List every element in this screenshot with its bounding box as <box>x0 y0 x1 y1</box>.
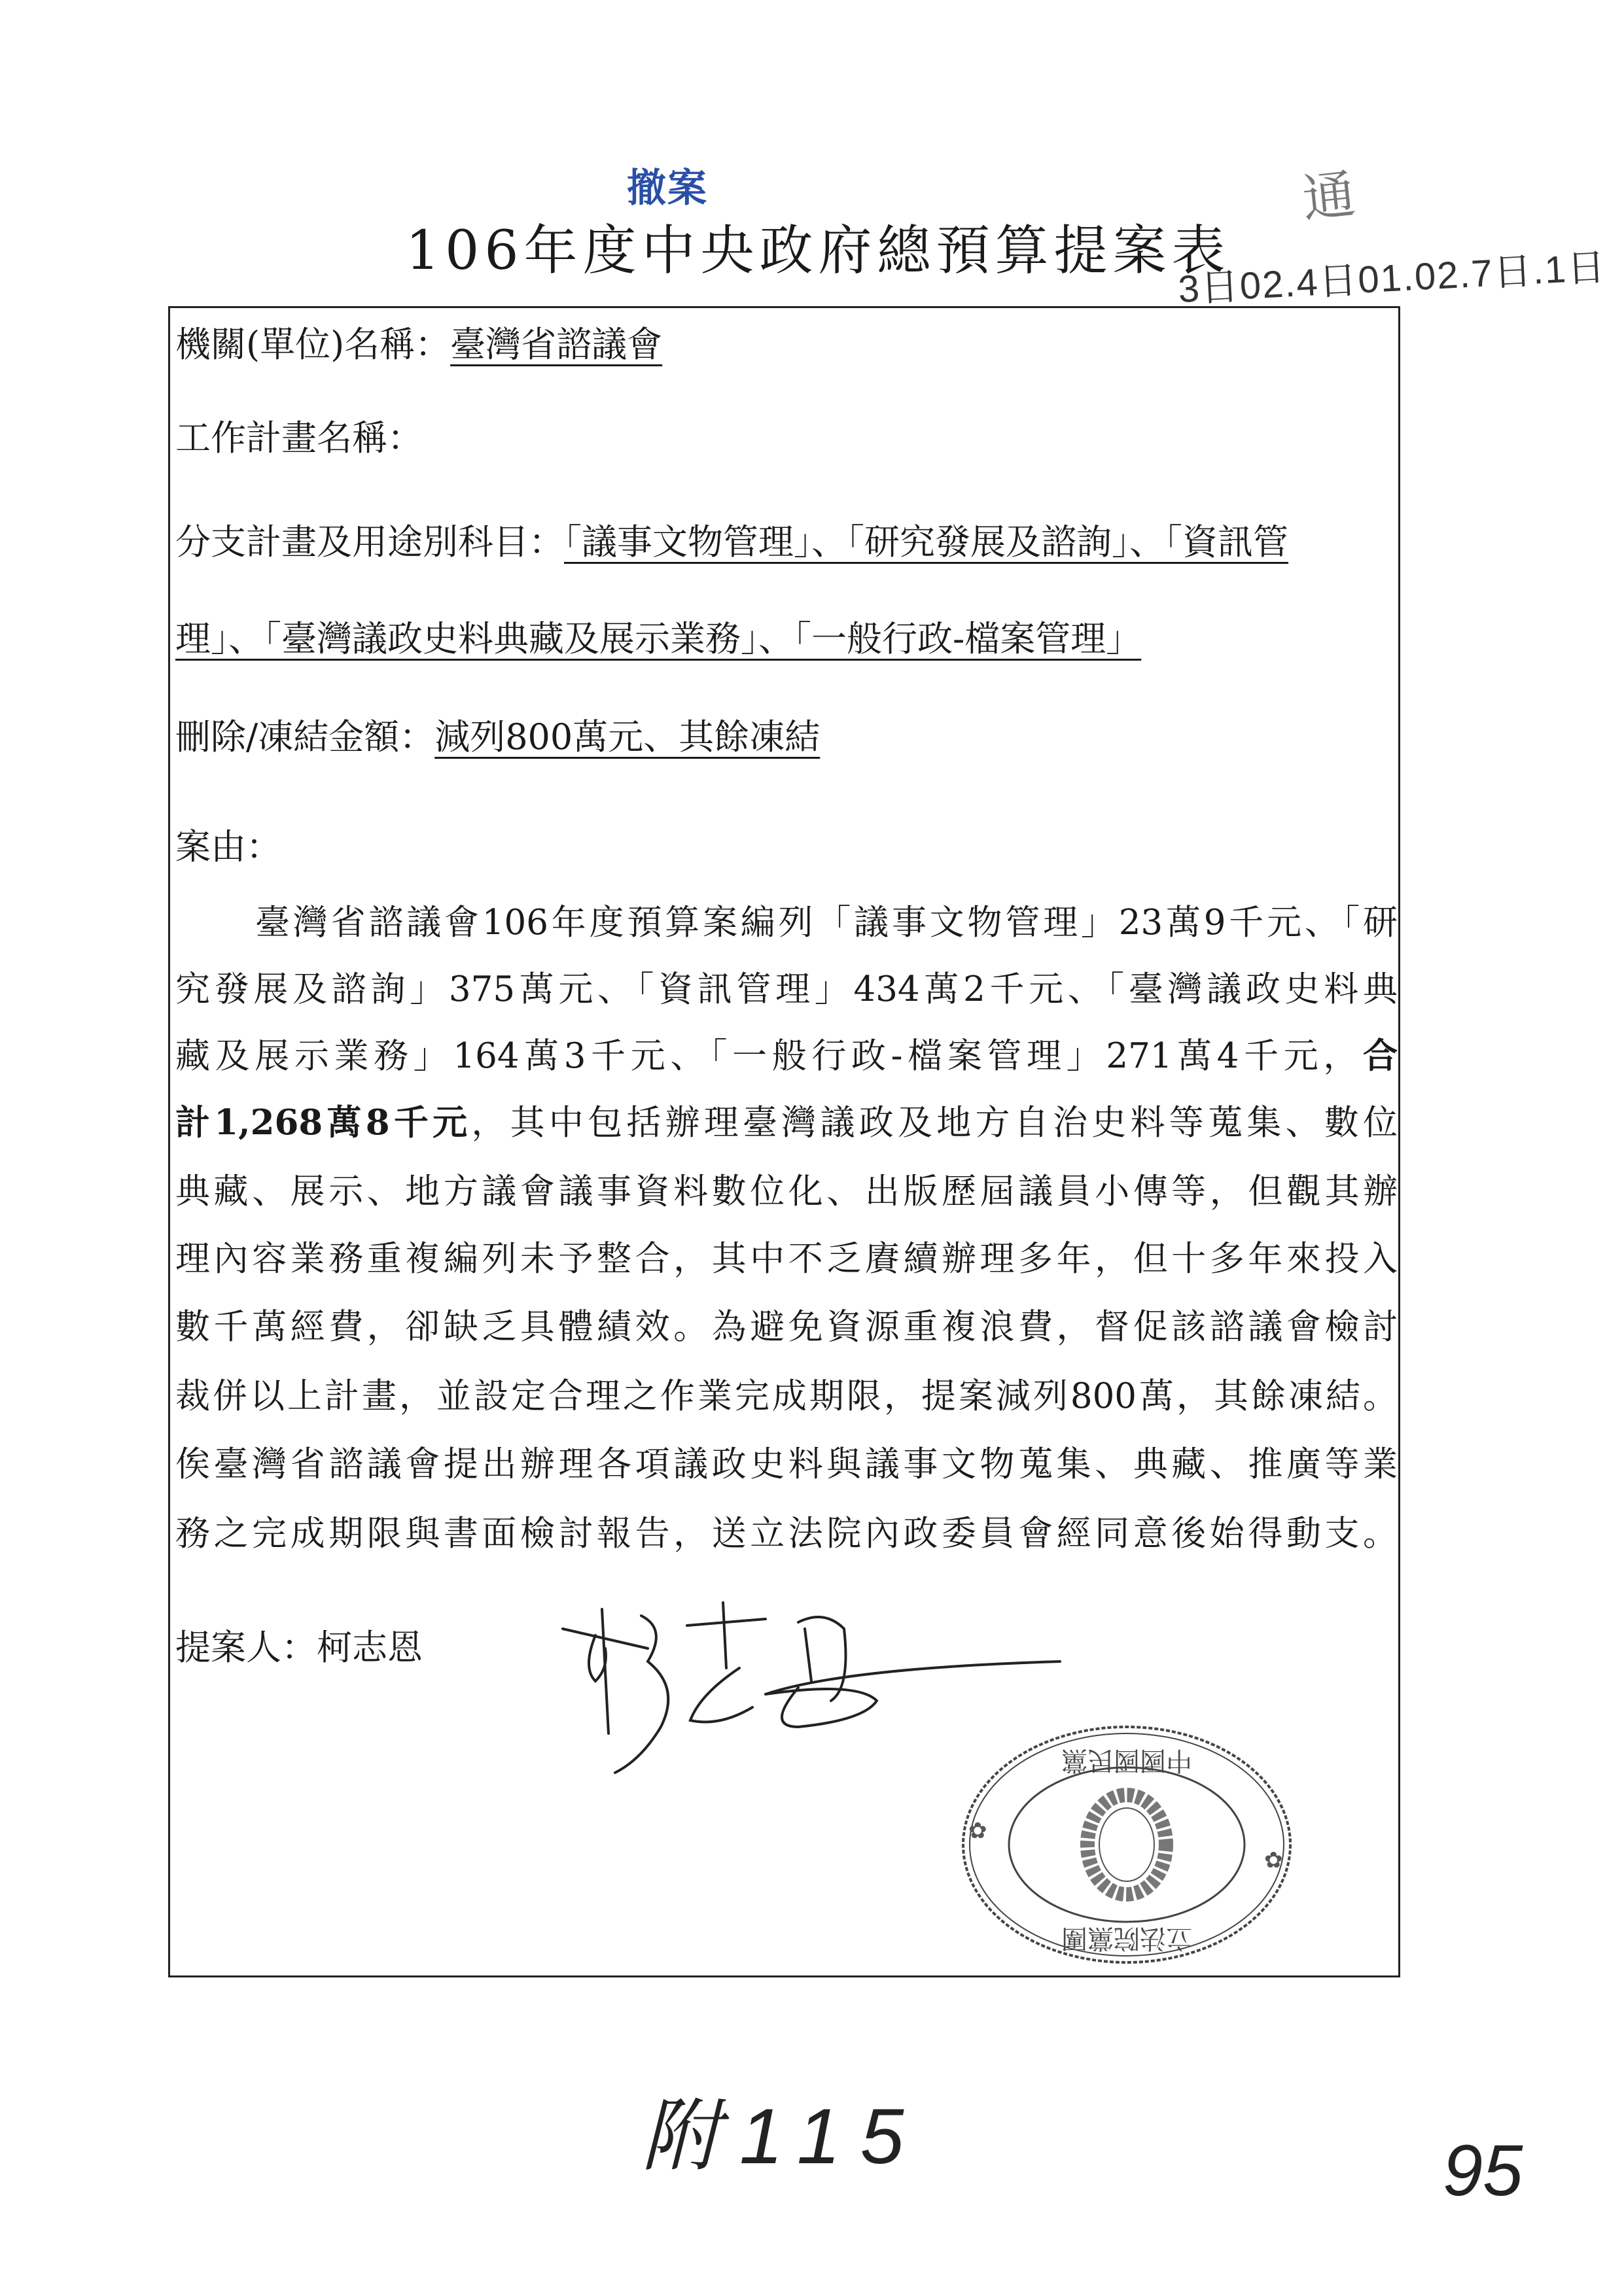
reason-line <box>175 1102 1398 1143</box>
reason-line: 裁併以上計畫，並設定合理之作業完成期限，提案減列800萬，其餘凍結。 <box>175 1376 1398 1416</box>
subplan-label: 分支計畫及用途別科目： <box>175 521 564 563</box>
reason-bold-text: 合 <box>1363 1035 1398 1076</box>
reason-line: 究發展及諮詢」375萬元、「資訊管理」434萬2千元、「臺灣議政史料典 <box>175 969 1398 1009</box>
reason-text: 藏及展示業務」164萬3千元、「一般行政-檔案管理」271萬4千元， <box>175 1036 1363 1076</box>
reason-line: 數千萬經費，卻缺乏具體績效。為避免資源重複浪費，督促該諮議會檢討 <box>175 1307 1398 1347</box>
agency-label: 機關(單位)名稱： <box>175 324 451 365</box>
party-caucus-seal <box>957 1720 1297 1969</box>
seal-bottom-text: 立法院黨團 <box>1061 1923 1192 1953</box>
handwritten-approval-mark: 通 <box>1299 164 1358 230</box>
page-title: 106年度中央政府總預算提案表 <box>406 220 1231 282</box>
plum-blossom-icon: ✿ <box>1264 1847 1283 1873</box>
plan-field <box>175 417 423 459</box>
subplan-value-line1: 「議事文物管理」、「研究發展及諮詢」、「資訊管 <box>564 521 1288 563</box>
subplan-value-line2: 理」、「臺灣議政史料典藏及展示業務」、「一般行政-檔案管理」 <box>175 618 1142 659</box>
amount-value: 減列800萬元、其餘凍結 <box>434 716 821 757</box>
reason-text: ，其中包括辦理臺灣議政及地方自治史料等蒐集、數位 <box>471 1103 1398 1143</box>
attachment-number-handwritten: 附115 <box>641 2093 924 2180</box>
subplan-field-continued <box>175 618 1142 659</box>
reason-line: 理內容業務重複編列未予整合，其中不乏賡續辦理多年，但十多年來投入 <box>175 1239 1398 1279</box>
handwritten-date-annotation: 3日02.4日01.02.7日.1日 <box>1177 245 1608 311</box>
proposer-label: 提案人： <box>175 1627 317 1668</box>
proposer-field <box>175 1627 423 1668</box>
plan-label: 工作計畫名稱： <box>175 417 423 459</box>
amount-label: 刪除/凍結金額： <box>175 716 435 757</box>
seal-top-text: 中國國民黨 <box>1061 1745 1192 1775</box>
agency-field <box>175 324 663 365</box>
withdrawn-stamp-text: 撤案 <box>627 165 708 211</box>
proposer-name: 柯志恩 <box>317 1627 423 1668</box>
reason-line: 務之完成期限與書面檢討報告，送立法院內政委員會經同意後始得動支。 <box>175 1514 1398 1554</box>
subplan-field <box>175 521 1398 563</box>
plum-blossom-icon: ✿ <box>968 1818 987 1844</box>
reason-line: 俟臺灣省諮議會提出辦理各項議政史料與議事文物蒐集、典藏、推廣等業 <box>175 1444 1398 1484</box>
amount-field <box>175 716 821 757</box>
reason-label: 案由： <box>175 826 281 867</box>
reason-line: 典藏、展示、地方議會議事資料數位化、出版歷屆議員小傳等，但觀其辦 <box>175 1172 1398 1211</box>
reason-bold-total: 計1,268萬8千元 <box>175 1102 472 1143</box>
agency-value: 臺灣省諮議會 <box>450 324 663 365</box>
page-number-handwritten: 95 <box>1443 2131 1523 2211</box>
reason-line: 臺灣省諮議會106年度預算案編列「議事文物管理」23萬9千元、「研 <box>255 903 1398 943</box>
reason-line <box>175 1035 1398 1076</box>
